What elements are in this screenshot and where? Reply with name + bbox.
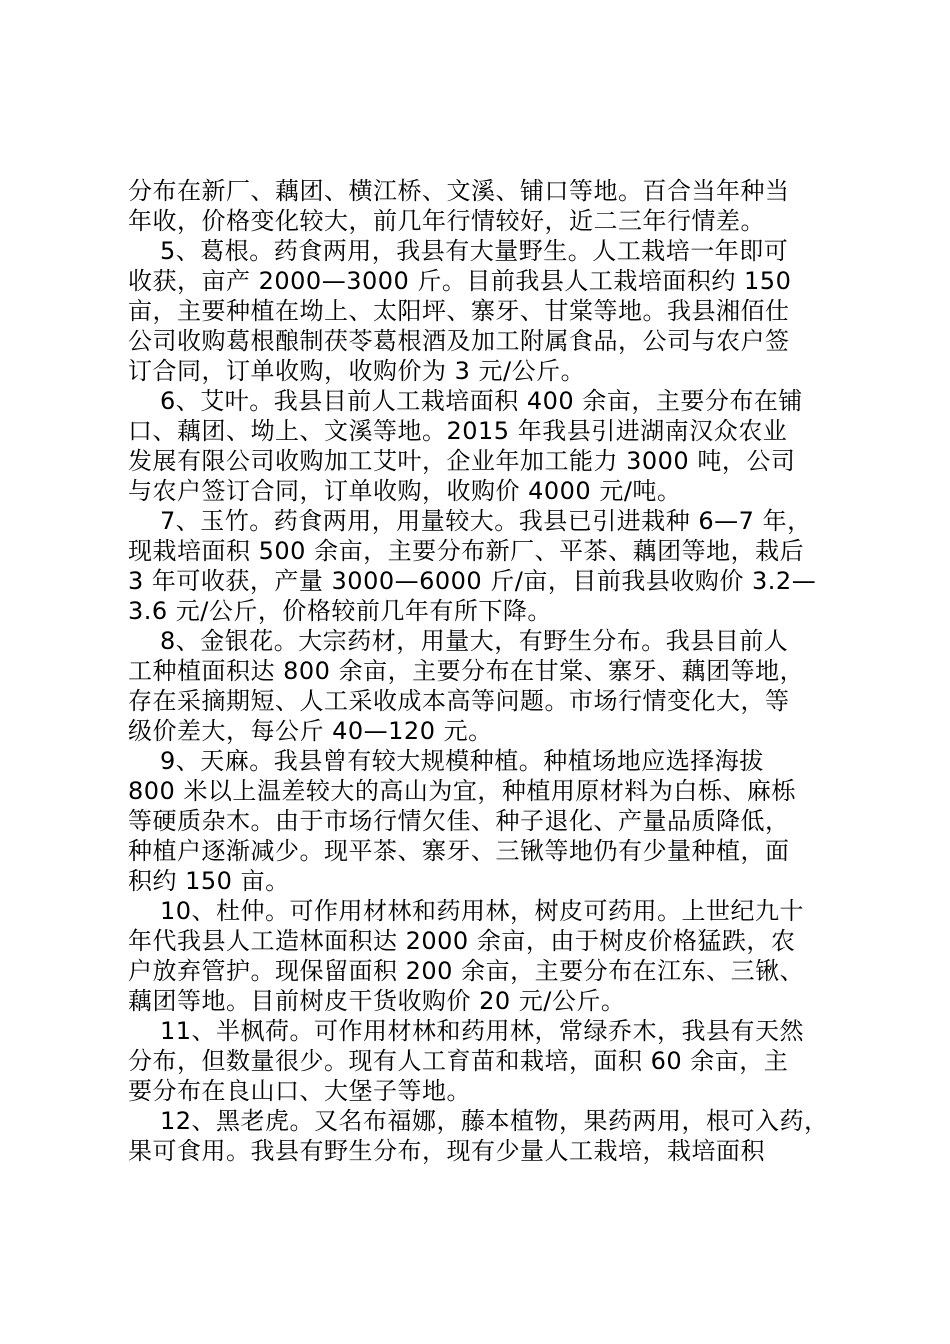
text-line: 户放弃管护。现保留面积 200 余亩，主要分布在江东、三锹、 (128, 957, 805, 985)
paragraph-start-tianma: 9、天麻。我县曾有较大规模种植。种植场地应选择海拔 (160, 747, 764, 775)
text-line: 现栽培面积 500 余亩，主要分布新厂、平茶、藕团等地，栽后 (128, 537, 805, 565)
text-line: 种植户逐渐减少。现平茶、寨牙、三锹等地仍有少量种植，面 (128, 837, 790, 865)
text-line: 3.6 元/公斤，价格较前几年有所下降。 (128, 597, 552, 625)
text-line: 分布，但数量很少。现有人工育苗和栽培，面积 60 余亩，主 (128, 1047, 789, 1075)
paragraph-start-banfenghe: 11、半枫荷。可作用材林和药用林，常绿乔木，我县有天然 (160, 1017, 805, 1045)
paragraph-start-gegen: 5、葛根。药食两用，我县有大量野生。人工栽培一年即可 (160, 237, 789, 265)
text-line: 口、藕团、坳上、文溪等地。2015 年我县引进湖南汉众农业 (128, 417, 788, 445)
text-line: 亩，主要种植在坳上、太阳坪、寨牙、甘棠等地。我县湘佰仕 (128, 297, 790, 325)
text-line: 800 米以上温差较大的高山为宜，种植用原材料为白栎、麻栎 (128, 777, 796, 805)
text-line: 积约 150 亩。 (128, 867, 290, 895)
text-line: 年代我县人工造林面积达 2000 余亩，由于树皮价格猛跌，农 (128, 927, 796, 955)
text-line: 级价差大，每公斤 40—120 元。 (128, 717, 493, 745)
paragraph-start-duzhong: 10、杜仲。可作用材林和药用林，树皮可药用。上世纪九十 (160, 897, 805, 925)
text-line: 要分布在良山口、大堡子等地。 (128, 1077, 471, 1105)
paragraph-start-jinyinhua: 8、金银花。大宗药材，用量大，有野生分布。我县目前人 (160, 627, 789, 655)
paragraph-start-aiye: 6、艾叶。我县目前人工栽培面积 400 余亩，主要分布在铺 (160, 387, 803, 415)
text-line: 果可食用。我县有野生分布，现有少量人工栽培，栽培面积 (128, 1137, 765, 1165)
text-line: 藕团等地。目前树皮干货收购价 20 元/公斤。 (128, 987, 626, 1015)
text-line: 订合同，订单收购，收购价为 3 元/公斤。 (128, 357, 586, 385)
text-line: 分布在新厂、藕团、横江桥、文溪、铺口等地。百合当年种当 (128, 177, 790, 205)
paragraph-start-yuzhu: 7、玉竹。药食两用，用量较大。我县已引进栽种 6—7 年， (160, 507, 812, 535)
text-line: 年收，价格变化较大，前几年行情较好，近二三年行情差。 (128, 207, 765, 235)
text-line: 发展有限公司收购加工艾叶，企业年加工能力 3000 吨，公司 (128, 447, 796, 475)
text-line: 工种植面积达 800 余亩，主要分布在甘棠、寨牙、藕团等地， (128, 657, 805, 685)
paragraph-start-heilaohu: 12、黑老虎。又名布福娜，藤本植物，果药两用，根可入药， (160, 1107, 829, 1135)
text-line: 等硬质杂木。由于市场行情欠佳、种子退化、产量品质降低， (128, 807, 790, 835)
text-line: 3 年可收获，产量 3000—6000 斤/亩，目前我县收购价 3.2— (128, 567, 817, 595)
text-line: 公司收购葛根酿制茯苓葛根酒及加工附属食品，公司与农户签 (128, 327, 790, 355)
text-line: 存在采摘期短、人工采收成本高等问题。市场行情变化大，等 (128, 687, 790, 715)
text-line: 收获，亩产 2000—3000 斤。目前我县人工栽培面积约 150 (128, 267, 792, 295)
text-line: 与农户签订合同，订单收购，收购价 4000 元/吨。 (128, 477, 682, 505)
